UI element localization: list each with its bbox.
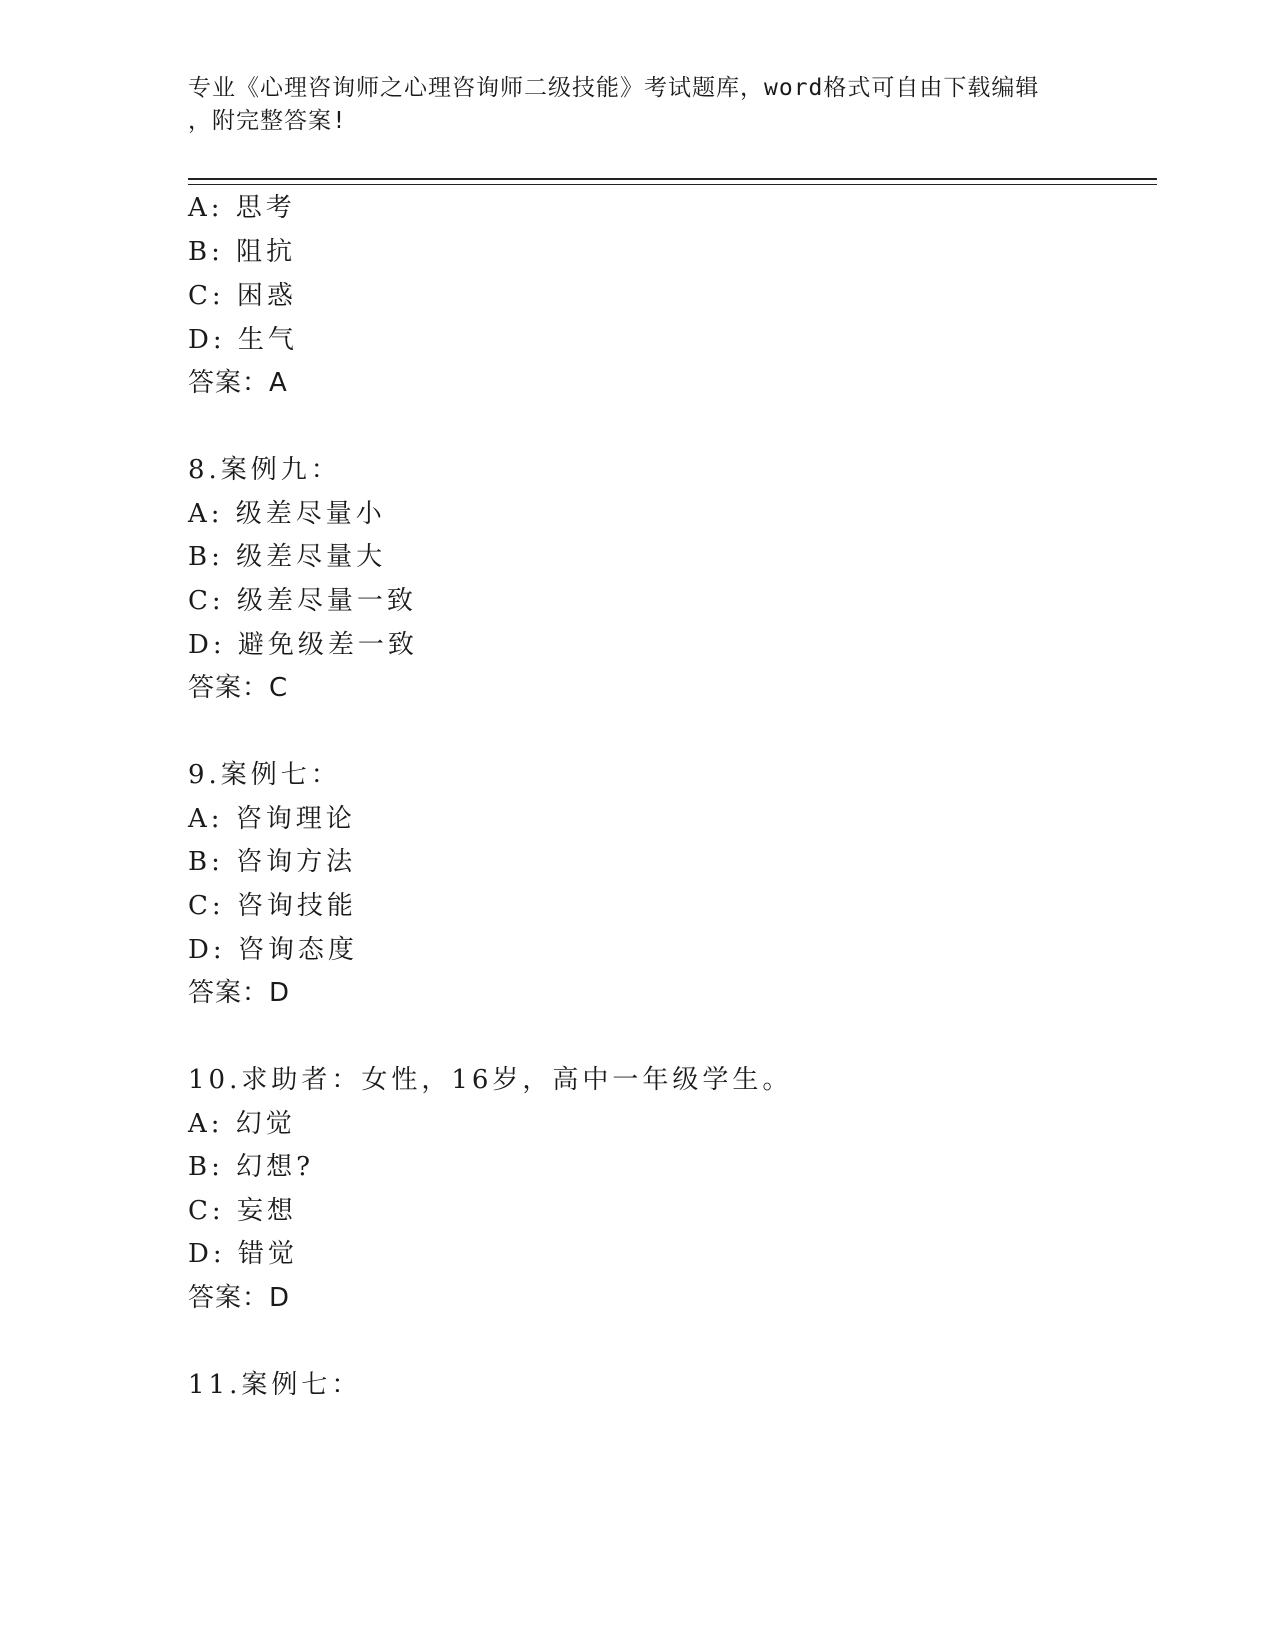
q8-option-a: A: 级差尽量小	[188, 499, 386, 529]
q10-answer: 答案：D	[188, 1283, 291, 1313]
q11-stem: 11.案例七：	[188, 1370, 362, 1400]
q10-option-b: B: 幻想?	[188, 1152, 315, 1182]
q7-option-a: A: 思考	[188, 193, 296, 223]
header-divider-thick	[188, 178, 1157, 180]
q8-answer: 答案：C	[188, 673, 289, 703]
q8-stem: 8.案例九：	[188, 455, 341, 485]
q7-option-b: B: 阻抗	[188, 237, 297, 267]
q9-option-d: D: 咨询态度	[188, 935, 358, 965]
q7-option-d: D: 生气	[188, 325, 298, 355]
q8-option-d: D: 避免级差一致	[188, 630, 418, 660]
q9-option-b: B: 咨询方法	[188, 847, 357, 877]
q10-option-a: A: 幻觉	[188, 1109, 296, 1139]
q7-option-c: C: 困惑	[188, 281, 297, 311]
q9-option-c: C: 咨询技能	[188, 891, 357, 921]
header-divider-thin	[188, 184, 1157, 185]
header-title-continuation: ，附完整答案!	[188, 108, 347, 134]
q9-stem: 9.案例七：	[188, 760, 341, 790]
q9-answer: 答案：D	[188, 978, 291, 1008]
header-title-line: 专业《心理咨询师之心理咨询师二级技能》考试题库，word格式可自由下载编辑	[188, 75, 1040, 101]
q10-option-d: D: 错觉	[188, 1239, 298, 1269]
q8-option-c: C: 级差尽量一致	[188, 586, 417, 616]
q10-option-c: C: 妄想	[188, 1196, 297, 1226]
q9-option-a: A: 咨询理论	[188, 804, 356, 834]
q10-stem: 10.求助者：女性，16岁，高中一年级学生。	[188, 1065, 793, 1095]
q8-option-b: B: 级差尽量大	[188, 542, 387, 572]
document-header	[188, 72, 1088, 138]
q7-answer: 答案：A	[188, 368, 288, 398]
